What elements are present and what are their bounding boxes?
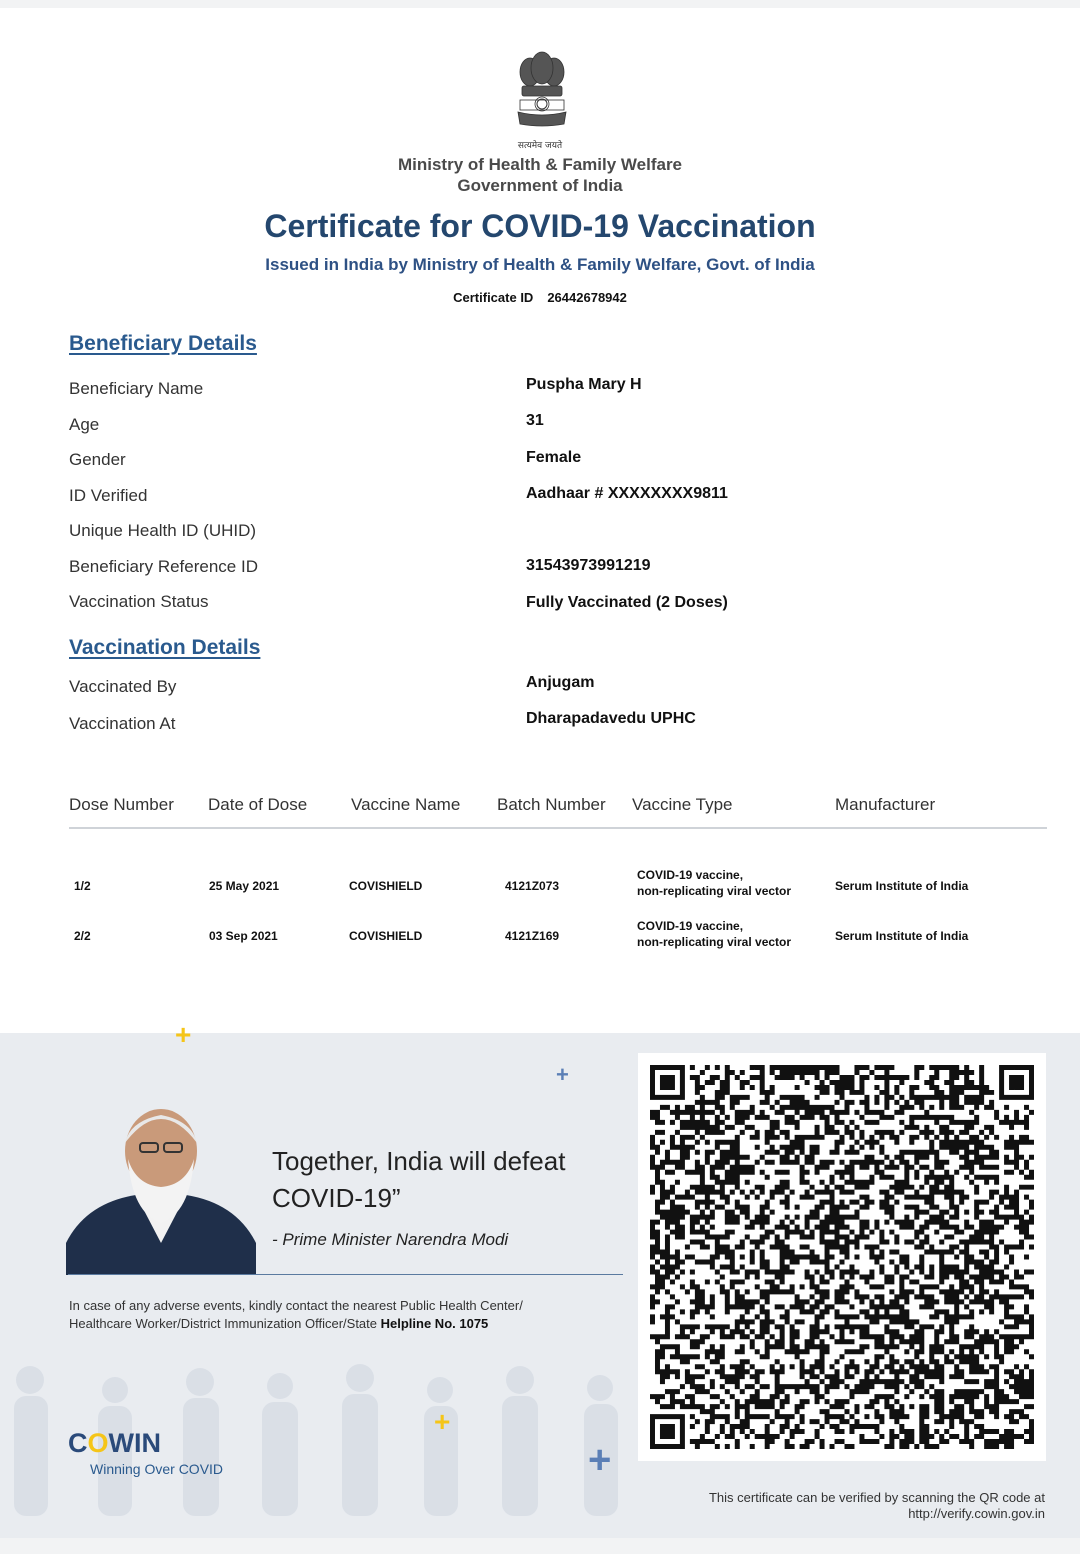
- dose-1-vaccine-type: [637, 867, 791, 899]
- dose-2-vaccine-type-line1: COVID-19 vaccine,: [637, 919, 744, 933]
- dose-1-vaccine-type-line1: COVID-19 vaccine,: [637, 868, 744, 882]
- pm-quote: [272, 1143, 565, 1217]
- decorative-plus-icon: +: [556, 1062, 569, 1087]
- column-header-dose-number: Dose Number: [69, 795, 174, 814]
- cowin-tagline: Winning Over COVID: [90, 1461, 224, 1477]
- vaccination-status-value: Fully Vaccinated (2 Doses): [526, 594, 728, 611]
- decorative-plus-icon: +: [175, 1019, 192, 1050]
- gender-value: Female: [526, 449, 582, 466]
- certificate-id-label: Certificate ID: [453, 290, 534, 305]
- vaccination-details-heading: Vaccination Details: [69, 636, 261, 659]
- dose-2-vaccine-type: [637, 918, 791, 950]
- decorative-plus-icon: +: [434, 1406, 451, 1437]
- dose-1-vaccine-type-line2: non-replicating viral vector: [637, 884, 792, 898]
- column-header-date-of-dose: Date of Dose: [208, 795, 308, 814]
- certificate-id: [0, 290, 1080, 305]
- pm-quote-line2: COVID-19”: [272, 1183, 401, 1213]
- certificate-subtitle: Issued in India by Ministry of Health & Family Welfare, Govt. of India: [265, 255, 815, 274]
- issuing-ministry: [0, 154, 1080, 196]
- adverse-events-notice: [69, 1297, 629, 1333]
- beneficiary-reference-id-label: Beneficiary Reference ID: [69, 557, 258, 576]
- helpline-number: Helpline No. 1075: [380, 1316, 489, 1331]
- id-verified-label: ID Verified: [69, 486, 148, 505]
- beneficiary-name-value: Puspha Mary H: [526, 376, 642, 393]
- beneficiary-reference-id-value: 31543973991219: [526, 557, 651, 574]
- certificate-title: Certificate for COVID-19 Vaccination: [264, 208, 816, 244]
- dose-1-manufacturer: Serum Institute of India: [835, 879, 969, 893]
- government-name: Government of India: [457, 176, 623, 195]
- uhid-label: Unique Health ID (UHID): [69, 521, 257, 540]
- national-emblem-icon: [510, 44, 574, 140]
- column-header-batch-number: Batch Number: [497, 795, 606, 814]
- adverse-events-line1: In case of any adverse events, kindly contact the nearest Public Health Center/: [69, 1298, 523, 1313]
- vaccination-status-label: Vaccination Status: [69, 592, 209, 611]
- column-header-manufacturer: Manufacturer: [835, 795, 936, 814]
- column-header-vaccine-type: Vaccine Type: [632, 795, 733, 814]
- cowin-logo-o: O: [87, 1428, 109, 1458]
- vaccinated-by-value: Anjugam: [526, 674, 595, 691]
- adverse-events-line2: Healthcare Worker/District Immunization Officer/State: [69, 1316, 381, 1331]
- beneficiary-details-heading: Beneficiary Details: [69, 332, 257, 355]
- prime-minister-photo: [66, 1103, 256, 1275]
- dose-2-manufacturer: Serum Institute of India: [835, 929, 969, 943]
- dose-1-batch-number: 4121Z073: [505, 879, 560, 893]
- qr-modules: [650, 1065, 1034, 1449]
- ministry-name: Ministry of Health & Family Welfare: [397, 155, 683, 174]
- vaccinated-by-label: Vaccinated By: [69, 677, 177, 696]
- column-header-vaccine-name: Vaccine Name: [351, 795, 461, 814]
- dose-2-vaccine-name: COVISHIELD: [349, 929, 423, 943]
- pm-quote-line1: Together, India will defeat: [272, 1146, 566, 1176]
- qr-code[interactable]: [638, 1053, 1046, 1461]
- table-header-divider: [69, 827, 1047, 829]
- footer-divider: [68, 1274, 623, 1275]
- dose-2-batch-number: 4121Z169: [505, 929, 560, 943]
- dose-2-number: 2/2: [74, 929, 91, 943]
- beneficiary-name-label: Beneficiary Name: [69, 379, 204, 398]
- dose-1-number: 1/2: [74, 879, 91, 893]
- dose-2-vaccine-type-line2: non-replicating viral vector: [637, 935, 792, 949]
- verification-note-line1: This certificate can be verified by scanning the QR code at: [708, 1490, 1045, 1505]
- age-value: 31: [526, 412, 544, 429]
- cowin-logo: COWIN: [68, 1428, 161, 1458]
- quote-attribution: - Prime Minister Narendra Modi: [272, 1230, 509, 1249]
- gender-label: Gender: [69, 450, 126, 469]
- dose-1-date: 25 May 2021: [209, 879, 280, 893]
- decorative-plus-icon: +: [588, 1438, 612, 1482]
- certificate-id-value: 26442678942: [547, 290, 627, 305]
- verification-note: [645, 1490, 1045, 1522]
- emblem-motto: सत्यमेव जयते: [517, 141, 563, 151]
- dose-1-vaccine-name: COVISHIELD: [349, 879, 423, 893]
- qr-code-graphic: [638, 1053, 1046, 1461]
- age-label: Age: [69, 415, 100, 434]
- id-verified-value: Aadhaar # XXXXXXXX9811: [526, 485, 728, 502]
- verification-url: http://verify.cowin.gov.in: [908, 1506, 1045, 1521]
- vaccination-at-label: Vaccination At: [69, 714, 176, 733]
- vaccination-at-value: Dharapadavedu UPHC: [526, 710, 696, 727]
- dose-2-date: 03 Sep 2021: [209, 929, 278, 943]
